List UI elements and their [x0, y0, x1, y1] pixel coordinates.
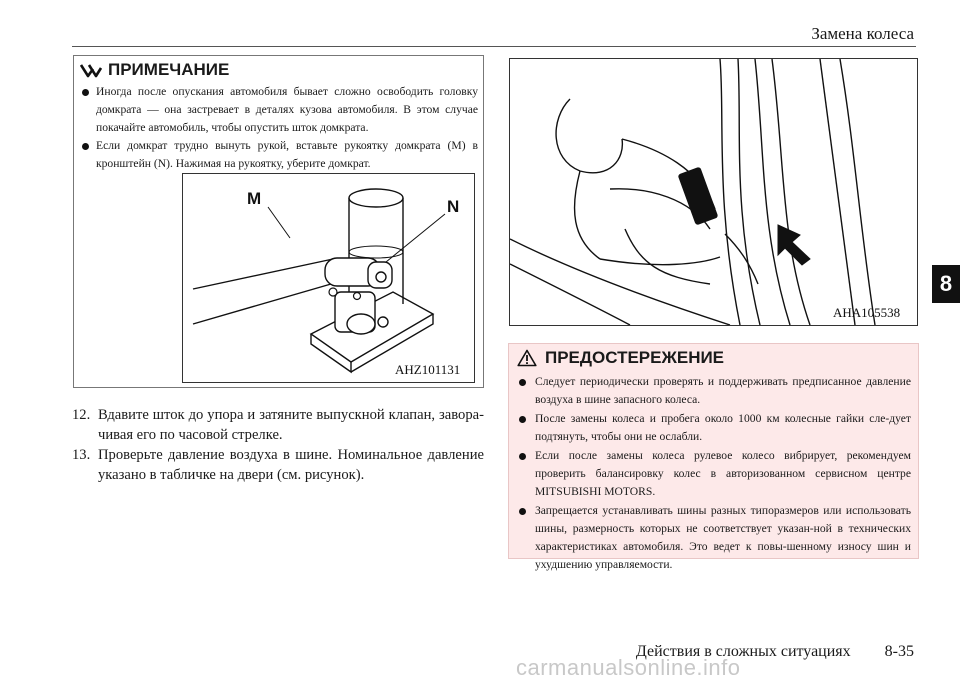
- note-item-text: Если домкрат трудно вынуть рукой, вставьте рукоятку домкрата (M) в кронштейн (N). Нажимая на рукоятку, уберите домкрат.: [96, 139, 478, 170]
- page-number: 8-35: [884, 643, 914, 660]
- warning-item: [517, 410, 911, 446]
- header-rule: [72, 46, 916, 47]
- note-box: [73, 55, 484, 388]
- label-n: N: [447, 197, 460, 216]
- step-13: [72, 445, 484, 485]
- bullet-icon: [519, 453, 526, 460]
- bullet-icon: [82, 143, 89, 150]
- warning-item-text: После замены колеса и пробега около 1000 км колесные гайки сле-дует подтянуть, чтобы они не ослабли.: [535, 412, 911, 443]
- warning-item: [517, 373, 911, 409]
- chapter-tab[interactable]: 8: [932, 265, 960, 303]
- warning-item-text: Запрещается устанавливать шины разных типоразмеров или использовать шины, размерность которых не соответствует указан-ной в технических характеристиках автомобиля. Это ведет к повы-шенному износу шин и ухудшению управляемости.: [535, 504, 911, 571]
- warning-list: [517, 373, 911, 575]
- step-number: 12.: [72, 407, 91, 423]
- footer-section: Действия в сложных ситуациях: [635, 643, 851, 660]
- warning-header: [517, 348, 724, 368]
- warning-box: [508, 343, 919, 571]
- bullet-icon: [82, 89, 89, 96]
- door-pillar-drawing: [510, 59, 917, 325]
- jack-handle-figure: [182, 173, 475, 383]
- jack-handle-drawing: [183, 174, 474, 382]
- label-m: M: [247, 189, 262, 208]
- watermark: carmanualsonline.info: [516, 655, 741, 680]
- bullet-icon: [519, 416, 526, 423]
- figure-code: AHA105538: [833, 305, 901, 320]
- figure-code: AHZ101131: [395, 362, 461, 377]
- note-item-text: Иногда после опускания автомобиля бывает сложно освободить головку домкрата — она застревает в деталях кузова автомобиля. В этом случае покачайте автомобиль, чтобы опустить шток домкрата.: [96, 85, 478, 134]
- bullet-icon: [519, 508, 526, 515]
- note-icon: [80, 62, 102, 78]
- warning-item-text: Если после замены колеса рулевое колесо вибрирует, рекомендуем проверить балансировку колес в авторизованном сервисном центре MITSUBISHI MOTORS.: [535, 449, 911, 498]
- page-header-title: Замена колеса: [811, 24, 914, 43]
- step-text: Проверьте давление воздуха в шине. Номинальное давление указано в табличке на двери (см. рисунок).: [98, 447, 484, 483]
- warning-triangle-icon: [517, 349, 537, 367]
- warning-title: ПРЕДОСТЕРЕЖЕНИЕ: [545, 348, 725, 367]
- note-header: [80, 60, 229, 80]
- bullet-icon: [519, 379, 526, 386]
- note-item: [80, 83, 478, 137]
- door-label-figure: [509, 58, 918, 326]
- procedure-steps: [72, 405, 484, 485]
- warning-item-text: Следует периодически проверять и поддерживать предписанное давление воздуха в шине запасного колеса.: [535, 375, 911, 406]
- note-item: [80, 137, 478, 173]
- warning-item: [517, 502, 911, 574]
- note-title: ПРИМЕЧАНИЕ: [108, 60, 230, 79]
- warning-item: [517, 447, 911, 501]
- note-list: [80, 83, 478, 173]
- step-number: 13.: [72, 447, 91, 463]
- step-12: [72, 405, 484, 445]
- step-text: Вдавите шток до упора и затяните выпускной клапан, завора-чивая его по часовой стрелке.: [98, 407, 484, 443]
